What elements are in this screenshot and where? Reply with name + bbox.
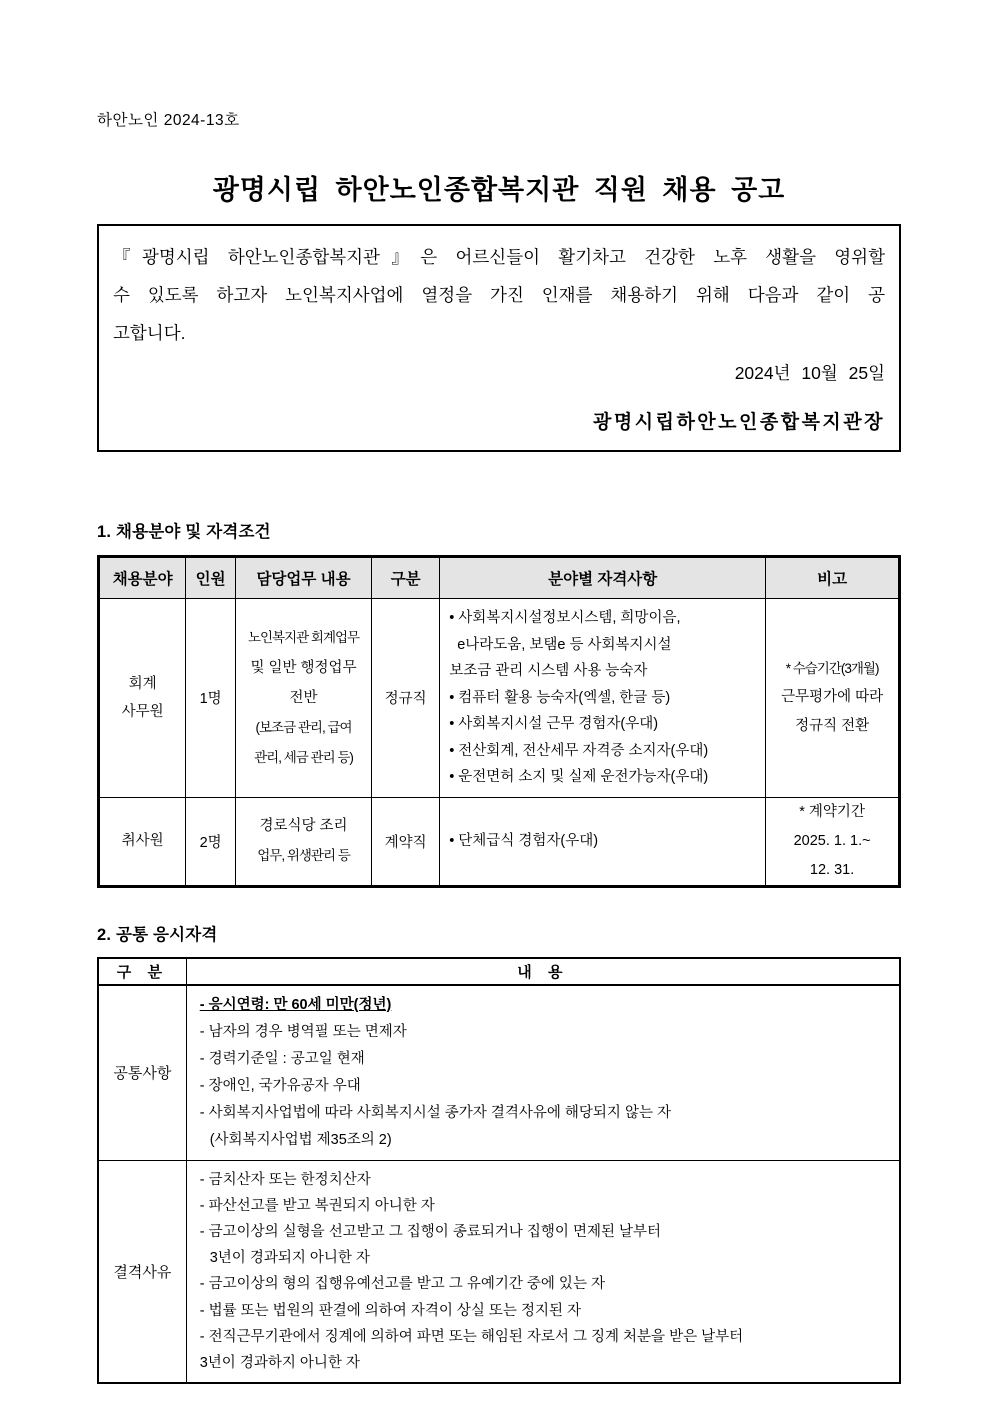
row-content-cell — [186, 1160, 900, 1383]
intro-paragraph-line: 고합니다. — [113, 323, 186, 343]
type-cell: 계약직 — [372, 797, 440, 886]
content-line: - 남자의 경우 병역필 또는 면제자 — [199, 1023, 407, 1040]
header-cell-note: 비고 — [766, 557, 900, 599]
content-line: (사회복지사업법 제35조의 2) — [209, 1131, 392, 1148]
duty-cell: 노인복지관 회계업무 및 일반 행정업무 전반 (보조금 관리, 급여 관리, 세금 관리 등) — [235, 599, 371, 798]
intro-box — [97, 224, 901, 452]
signature: 광명시립하안노인종합복지관장 — [593, 412, 885, 433]
content-line: - 장애인, 국가유공자 우대 — [199, 1077, 361, 1094]
content-line: - 파산선고를 받고 복권되지 아니한 자 — [199, 1197, 435, 1214]
count-cell: 2명 — [186, 797, 236, 886]
note-cell: * 계약기간 2025. 1. 1.~ 12. 31. — [766, 797, 900, 886]
content-line: - 금고이상의 실형을 선고받고 그 집행이 종료되거나 집행이 면제된 날부터 — [199, 1223, 662, 1240]
row-label-cell: 결격사유 — [98, 1160, 186, 1383]
intro-paragraph-line: 수 있도록 하고자 노인복지사업에 열정을 가진 인재를 채용하기 위해 다음과 같이 공 — [113, 285, 885, 305]
table-row-disqualification — [98, 1160, 900, 1383]
common-table-header-row — [98, 958, 900, 985]
table-row-cook — [99, 797, 900, 886]
type-cell: 정규직 — [372, 599, 440, 798]
section1-heading: 1. 채용분야 및 자격조건 — [97, 523, 271, 541]
row-label-cell: 공통사항 — [98, 985, 186, 1161]
qualification-cell: • 사회복지시설정보시스템, 희망이음, e나라도움, 보탬e 등 사회복지시설 보조금 관리 시스템 사용 능숙자 • 컴퓨터 활용 능숙자(엑셀, 한글 등) • 사회복지시설 근무 경험자(우대) • 전산회계, 전산세무 자격증 소지자(우대) • 운전면허 소지 및 실제 운전가능자(우대) — [440, 599, 766, 798]
header-cell-type: 구분 — [372, 557, 440, 599]
recruit-table — [97, 555, 901, 888]
section2-heading: 2. 공통 응시자격 — [97, 925, 218, 944]
header-cell-qualification: 분야별 자격사항 — [440, 557, 766, 599]
content-line: - 금고이상의 형의 집행유예선고를 받고 그 유예기간 중에 있는 자 — [199, 1276, 605, 1293]
header-cell-category: 구 분 — [98, 958, 186, 985]
header-cell-count: 인원 — [186, 557, 236, 599]
field-cell: 취사원 — [99, 797, 186, 886]
note-cell: * 수습기간(3개월) 근무평가에 따라 정규직 전환 — [766, 599, 900, 798]
table-row-accountant — [99, 599, 900, 798]
table-row-common — [98, 985, 900, 1161]
content-line: - 전직근무기관에서 징계에 의하여 파면 또는 해임된 자로서 그 징계 처분을 받은 날부터 — [199, 1328, 744, 1345]
header-cell-duty: 담당업무 내용 — [235, 557, 371, 599]
count-cell: 1명 — [186, 599, 236, 798]
page-title: 광명시립 하안노인종합복지관 직원 채용 공고 — [212, 175, 786, 205]
qualification-cell: • 단체급식 경험자(우대) — [440, 797, 766, 886]
common-qualification-table — [97, 957, 901, 1385]
announcement-date: 2024년 10월 25일 — [734, 363, 885, 383]
header-cell-field: 채용분야 — [99, 557, 186, 599]
duty-cell: 경로식당 조리 업무, 위생관리 등 — [235, 797, 371, 886]
content-line: - 법률 또는 법원의 판결에 의하여 자격이 상실 또는 정지된 자 — [199, 1302, 581, 1319]
doc-number: 하안노인 2024-13호 — [97, 112, 240, 129]
field-cell: 회계 사무원 — [99, 599, 186, 798]
content-line: - 경력기준일 : 공고일 현재 — [199, 1050, 365, 1067]
content-line: 3년이 경과하지 아니한 자 — [199, 1354, 360, 1371]
content-line: - 사회복지사업법에 따라 사회복지시설 종가자 결격사유에 해당되지 않는 자 — [199, 1104, 671, 1121]
intro-paragraph-line: 『광명시립 하안노인종합복지관』은 어르신들이 활기차고 건강한 노후 생활을 영위할 — [113, 247, 885, 267]
content-line: - 응시연령: 만 60세 미만(정년) — [199, 996, 392, 1013]
header-cell-content: 내 용 — [186, 958, 900, 985]
row-content-cell — [186, 985, 900, 1161]
content-line: 3년이 경과되지 아니한 자 — [209, 1250, 370, 1267]
content-line: - 금치산자 또는 한정치산자 — [199, 1171, 371, 1188]
recruit-table-header-row — [99, 557, 900, 599]
